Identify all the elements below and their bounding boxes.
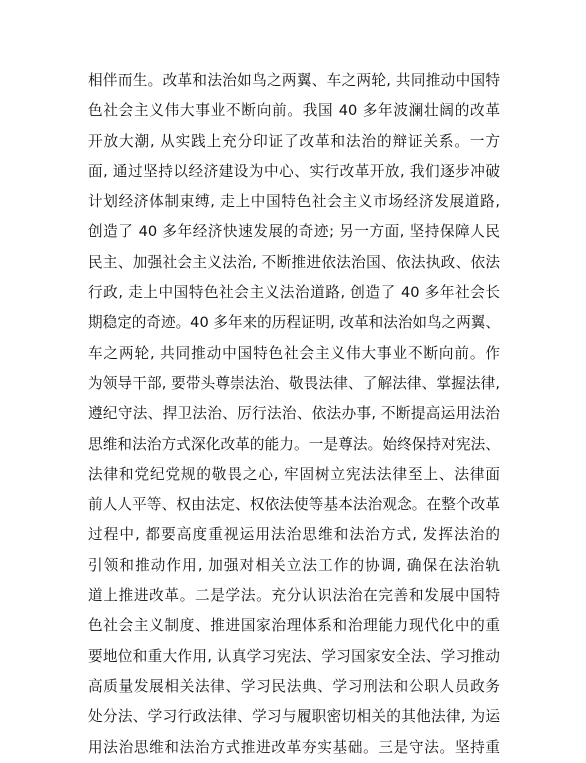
text-line: 相伴而生。改革和法治如鸟之两翼、车之两轮, 共同推动中国特 bbox=[88, 72, 500, 89]
text-line: 计划经济体制束缚, 走上中国特色社会主义市场经济发展道路, bbox=[88, 193, 500, 211]
text-line: 民主、加强社会主义法治, 不断推进依法治国、依法执政、依法 bbox=[88, 253, 500, 271]
text-line: 色社会主义伟大事业不断向前。我国 40 多年波澜壮阔的改革 bbox=[88, 102, 500, 120]
text-line: 开放大潮, 从实践上充分印证了改革和法治的辩证关系。一方 bbox=[88, 132, 500, 150]
text-line: 遵纪守法、捍卫法治、厉行法治、依法办事, 不断提高运用法治 bbox=[88, 405, 500, 423]
text-line: 道上推进改革。二是学法。充分认识法治在完善和发展中国特 bbox=[88, 587, 500, 605]
text-line: 前人人平等、权由法定、权依法使等基本法治观念。在整个改革 bbox=[88, 496, 500, 514]
text-line: 面, 通过坚持以经济建设为中心、实行改革开放, 我们逐步冲破 bbox=[88, 162, 500, 180]
text-line: 期稳定的奇迹。40 多年来的历程证明, 改革和法治如鸟之两翼、 bbox=[88, 314, 500, 332]
text-line: 要地位和重大作用, 认真学习宪法、学习国家安全法、学习推动 bbox=[88, 647, 500, 665]
text-line: 高质量发展相关法律、学习民法典、学习刑法和公职人员政务 bbox=[88, 677, 500, 695]
text-line: 思维和法治方式深化改革的能力。一是尊法。始终保持对宪法、 bbox=[88, 435, 500, 453]
text-line: 创造了 40 多年经济快速发展的奇迹; 另一方面, 坚持保障人民 bbox=[88, 223, 500, 241]
text-line: 行政, 走上中国特色社会主义法治道路, 创造了 40 多年社会长 bbox=[88, 284, 500, 302]
document-page bbox=[88, 66, 500, 763]
text-line: 用法治思维和法治方式推进改革夯实基础。三是守法。坚持重 bbox=[88, 738, 500, 756]
text-line: 车之两轮, 共同推动中国特色社会主义伟大事业不断向前。作 bbox=[88, 344, 500, 362]
text-line: 引领和推动作用, 加强对相关立法工作的协调, 确保在法治轨 bbox=[88, 556, 500, 574]
text-line: 处分法、学习行政法律、学习与履职密切相关的其他法律, 为运 bbox=[88, 708, 500, 726]
text-line: 色社会主义制度、推进国家治理体系和治理能力现代化中的重 bbox=[88, 617, 500, 635]
text-line: 为领导干部, 要带头尊崇法治、敬畏法律、了解法律、掌握法律, bbox=[88, 374, 500, 392]
text-line: 过程中, 都要高度重视运用法治思维和法治方式, 发挥法治的 bbox=[88, 526, 500, 544]
text-line: 法律和党纪党规的敬畏之心, 牢固树立宪法法律至上、法律面 bbox=[88, 465, 500, 483]
